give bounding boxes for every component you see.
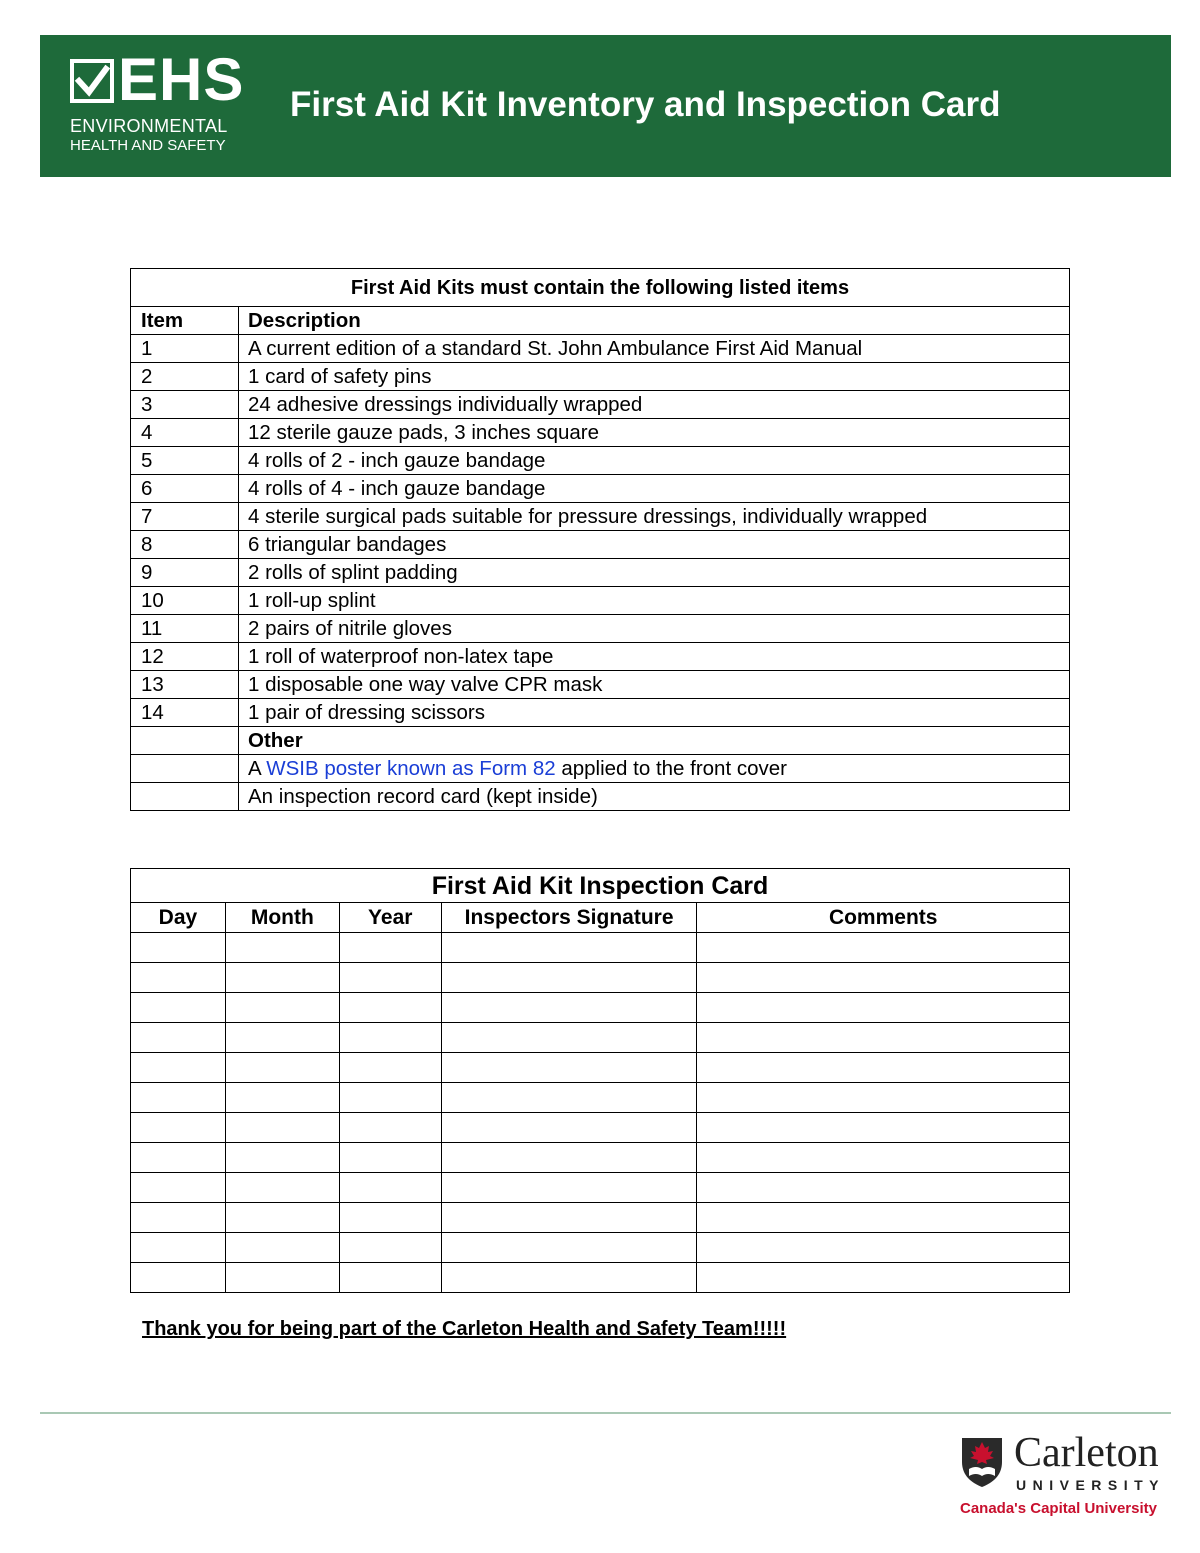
inspection-row bbox=[131, 1143, 1070, 1173]
inspection-card-header-row bbox=[131, 903, 1070, 933]
logo-line-1: ENVIRONMENTAL bbox=[70, 116, 228, 136]
signature-cell[interactable] bbox=[441, 1233, 697, 1263]
comments-cell[interactable] bbox=[697, 933, 1070, 963]
item-description: 1 pair of dressing scissors bbox=[239, 699, 1070, 727]
day-cell[interactable] bbox=[131, 993, 226, 1023]
signature-cell[interactable] bbox=[441, 933, 697, 963]
signature-cell[interactable] bbox=[441, 1203, 697, 1233]
header-year: Year bbox=[339, 903, 441, 933]
page-title: First Aid Kit Inventory and Inspection Card bbox=[290, 85, 1001, 124]
carleton-university: UNIVERSITY bbox=[1016, 1477, 1166, 1493]
day-cell[interactable] bbox=[131, 1263, 226, 1293]
table-row bbox=[131, 335, 1070, 363]
comments-cell[interactable] bbox=[697, 1113, 1070, 1143]
inspection-card-body bbox=[131, 933, 1070, 1293]
signature-cell[interactable] bbox=[441, 993, 697, 1023]
comments-cell[interactable] bbox=[697, 1083, 1070, 1113]
items-header-item: Item bbox=[131, 307, 239, 335]
day-cell[interactable] bbox=[131, 1113, 226, 1143]
item-number: 3 bbox=[131, 391, 239, 419]
table-row bbox=[131, 699, 1070, 727]
year-cell[interactable] bbox=[339, 933, 441, 963]
day-cell[interactable] bbox=[131, 1083, 226, 1113]
inspection-row bbox=[131, 993, 1070, 1023]
items-other-desc-1 bbox=[239, 755, 1070, 783]
table-row bbox=[131, 419, 1070, 447]
item-number: 7 bbox=[131, 503, 239, 531]
month-cell[interactable] bbox=[225, 1113, 339, 1143]
table-row bbox=[131, 475, 1070, 503]
item-number: 13 bbox=[131, 671, 239, 699]
item-description: 4 rolls of 2 - inch gauze bandage bbox=[239, 447, 1070, 475]
item-number: 4 bbox=[131, 419, 239, 447]
inspection-row bbox=[131, 1113, 1070, 1143]
inspection-row bbox=[131, 1053, 1070, 1083]
items-other-row bbox=[131, 727, 1070, 755]
item-description: A current edition of a standard St. John Ambulance First Aid Manual bbox=[239, 335, 1070, 363]
items-other-row-2 bbox=[131, 783, 1070, 811]
comments-cell[interactable] bbox=[697, 1143, 1070, 1173]
table-row bbox=[131, 363, 1070, 391]
items-other-label: Other bbox=[239, 727, 1070, 755]
items-other-row-1 bbox=[131, 755, 1070, 783]
inspection-row bbox=[131, 933, 1070, 963]
footer-divider bbox=[40, 1412, 1171, 1414]
day-cell[interactable] bbox=[131, 1053, 226, 1083]
year-cell[interactable] bbox=[339, 1023, 441, 1053]
logo-line-2: HEALTH AND SAFETY bbox=[70, 137, 226, 154]
table-row bbox=[131, 531, 1070, 559]
header-inspectors-signature: Inspectors Signature bbox=[441, 903, 697, 933]
header-month: Month bbox=[225, 903, 339, 933]
other-1-prefix: A bbox=[248, 756, 267, 780]
day-cell[interactable] bbox=[131, 1173, 226, 1203]
item-description: 1 card of safety pins bbox=[239, 363, 1070, 391]
inspection-row bbox=[131, 1173, 1070, 1203]
table-row bbox=[131, 559, 1070, 587]
item-number: 14 bbox=[131, 699, 239, 727]
checkmark-icon bbox=[70, 59, 114, 103]
items-other-num-2 bbox=[131, 783, 239, 811]
month-cell[interactable] bbox=[225, 1083, 339, 1113]
items-other-num-1 bbox=[131, 755, 239, 783]
item-description: 2 pairs of nitrile gloves bbox=[239, 615, 1070, 643]
month-cell[interactable] bbox=[225, 1173, 339, 1203]
items-table bbox=[130, 268, 1070, 811]
inspection-row bbox=[131, 1023, 1070, 1053]
item-number: 12 bbox=[131, 643, 239, 671]
inspection-card-table bbox=[130, 868, 1070, 1293]
carleton-crest-icon bbox=[960, 1436, 1004, 1488]
inspection-row bbox=[131, 1263, 1070, 1293]
other-1-suffix: applied to the front cover bbox=[555, 756, 787, 780]
month-cell[interactable] bbox=[225, 1143, 339, 1173]
inspection-card-title-row bbox=[131, 869, 1070, 903]
month-cell[interactable] bbox=[225, 963, 339, 993]
item-number: 5 bbox=[131, 447, 239, 475]
items-other-num bbox=[131, 727, 239, 755]
year-cell[interactable] bbox=[339, 1113, 441, 1143]
inspection-row bbox=[131, 1203, 1070, 1233]
items-table-title-row bbox=[131, 269, 1070, 307]
item-description: 6 triangular bandages bbox=[239, 531, 1070, 559]
signature-cell[interactable] bbox=[441, 1173, 697, 1203]
inspection-row bbox=[131, 1083, 1070, 1113]
year-cell[interactable] bbox=[339, 1263, 441, 1293]
item-number: 9 bbox=[131, 559, 239, 587]
signature-cell[interactable] bbox=[441, 1083, 697, 1113]
month-cell[interactable] bbox=[225, 993, 339, 1023]
table-row bbox=[131, 643, 1070, 671]
items-header-description: Description bbox=[239, 307, 1070, 335]
item-description: 4 sterile surgical pads suitable for pressure dressings, individually wrapped bbox=[239, 503, 1070, 531]
signature-cell[interactable] bbox=[441, 963, 697, 993]
day-cell[interactable] bbox=[131, 1203, 226, 1233]
item-number: 10 bbox=[131, 587, 239, 615]
day-cell[interactable] bbox=[131, 1023, 226, 1053]
comments-cell[interactable] bbox=[697, 993, 1070, 1023]
header-comments: Comments bbox=[697, 903, 1070, 933]
year-cell[interactable] bbox=[339, 1173, 441, 1203]
month-cell[interactable] bbox=[225, 933, 339, 963]
table-row bbox=[131, 503, 1070, 531]
logo-mark: EHS bbox=[118, 46, 245, 113]
ehs-logo bbox=[70, 46, 260, 161]
year-cell[interactable] bbox=[339, 1203, 441, 1233]
items-table-header-row bbox=[131, 307, 1070, 335]
item-description: 24 adhesive dressings individually wrapped bbox=[239, 391, 1070, 419]
comments-cell[interactable] bbox=[697, 1263, 1070, 1293]
comments-cell[interactable] bbox=[697, 1233, 1070, 1263]
day-cell[interactable] bbox=[131, 933, 226, 963]
year-cell[interactable] bbox=[339, 993, 441, 1023]
comments-cell[interactable] bbox=[697, 1203, 1070, 1233]
item-number: 2 bbox=[131, 363, 239, 391]
year-cell[interactable] bbox=[339, 963, 441, 993]
item-description: 2 rolls of splint padding bbox=[239, 559, 1070, 587]
month-cell[interactable] bbox=[225, 1053, 339, 1083]
signature-cell[interactable] bbox=[441, 1263, 697, 1293]
items-table-body bbox=[131, 335, 1070, 727]
table-row bbox=[131, 391, 1070, 419]
year-cell[interactable] bbox=[339, 1233, 441, 1263]
item-description: 1 disposable one way valve CPR mask bbox=[239, 671, 1070, 699]
item-number: 1 bbox=[131, 335, 239, 363]
item-number: 8 bbox=[131, 531, 239, 559]
table-row bbox=[131, 587, 1070, 615]
comments-cell[interactable] bbox=[697, 1053, 1070, 1083]
month-cell[interactable] bbox=[225, 1203, 339, 1233]
signature-cell[interactable] bbox=[441, 1023, 697, 1053]
items-other-desc-2: An inspection record card (kept inside) bbox=[239, 783, 1070, 811]
inspection-card-title: First Aid Kit Inspection Card bbox=[131, 869, 1070, 903]
table-row bbox=[131, 671, 1070, 699]
carleton-logo bbox=[960, 1432, 1175, 1522]
thank-you-note: Thank you for being part of the Carleton Health and Safety Team!!!!! bbox=[142, 1318, 787, 1340]
inspection-row bbox=[131, 1233, 1070, 1263]
month-cell[interactable] bbox=[225, 1233, 339, 1263]
item-description: 12 sterile gauze pads, 3 inches square bbox=[239, 419, 1070, 447]
year-cell[interactable] bbox=[339, 1053, 441, 1083]
table-row bbox=[131, 447, 1070, 475]
item-number: 6 bbox=[131, 475, 239, 503]
header-banner bbox=[40, 35, 1171, 177]
comments-cell[interactable] bbox=[697, 963, 1070, 993]
items-table-title: First Aid Kits must contain the following listed items bbox=[131, 269, 1070, 307]
item-number: 11 bbox=[131, 615, 239, 643]
inspection-row bbox=[131, 963, 1070, 993]
year-cell[interactable] bbox=[339, 1143, 441, 1173]
signature-cell[interactable] bbox=[441, 1143, 697, 1173]
signature-cell[interactable] bbox=[441, 1113, 697, 1143]
header-day: Day bbox=[131, 903, 226, 933]
day-cell[interactable] bbox=[131, 963, 226, 993]
comments-cell[interactable] bbox=[697, 1023, 1070, 1053]
item-description: 1 roll-up splint bbox=[239, 587, 1070, 615]
carleton-name: Carleton bbox=[1014, 1430, 1159, 1476]
day-cell[interactable] bbox=[131, 1233, 226, 1263]
comments-cell[interactable] bbox=[697, 1173, 1070, 1203]
item-description: 1 roll of waterproof non-latex tape bbox=[239, 643, 1070, 671]
month-cell[interactable] bbox=[225, 1263, 339, 1293]
year-cell[interactable] bbox=[339, 1083, 441, 1113]
carleton-tagline: Canada's Capital University bbox=[960, 1500, 1157, 1517]
day-cell[interactable] bbox=[131, 1143, 226, 1173]
wsib-form-82-link[interactable]: WSIB poster known as Form 82 bbox=[266, 756, 556, 780]
signature-cell[interactable] bbox=[441, 1053, 697, 1083]
table-row bbox=[131, 615, 1070, 643]
item-description: 4 rolls of 4 - inch gauze bandage bbox=[239, 475, 1070, 503]
month-cell[interactable] bbox=[225, 1023, 339, 1053]
